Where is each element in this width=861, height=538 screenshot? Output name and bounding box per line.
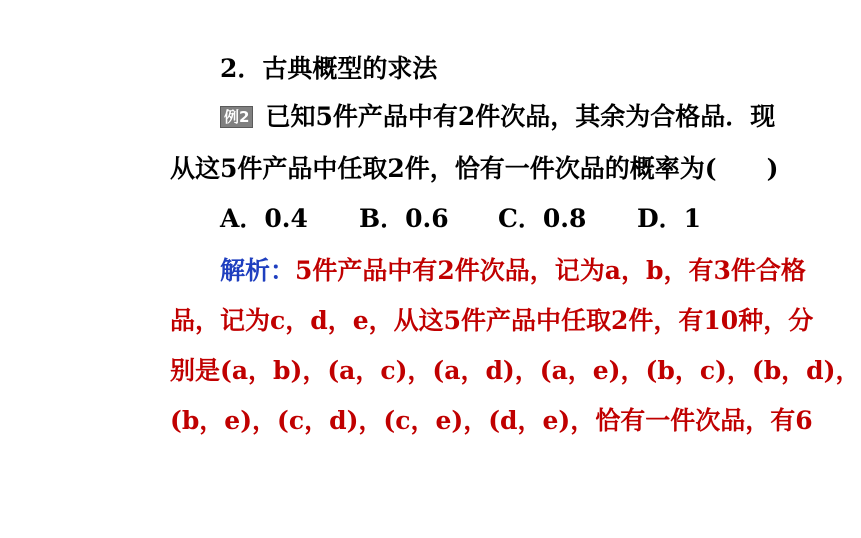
- option-a: A．0.4: [220, 204, 308, 233]
- example-badge: 例2: [220, 106, 253, 128]
- option-d: D．1: [637, 204, 702, 233]
- solution-line-1: [220, 258, 806, 283]
- question-line-1: [220, 104, 775, 129]
- option-b: B．0.6: [359, 204, 449, 233]
- solution-text-1: 5件产品中有2件次品，记为a，b，有3件合格: [295, 256, 806, 285]
- option-c: C．0.8: [498, 204, 587, 233]
- solution-label: 解析：: [220, 256, 296, 285]
- solution-line-2: 品，记为c，d，e，从这5件产品中任取2件，有10种，分: [170, 306, 814, 335]
- section-heading: 2．古典概型的求法: [220, 54, 438, 83]
- solution-line-3: 别是(a，b)，(a，c)，(a，d)，(a，e)，(b，c)，(b，d)，: [170, 356, 861, 385]
- question-line-2: 从这5件产品中任取2件，恰有一件次品的概率为( ): [170, 154, 779, 183]
- question-text-1: 已知5件产品中有2件次品，其余为合格品．现: [265, 102, 776, 131]
- solution-line-4: (b，e)，(c，d)，(c，e)，(d，e)，恰有一件次品，有6: [170, 406, 813, 435]
- answer-options: [220, 206, 776, 231]
